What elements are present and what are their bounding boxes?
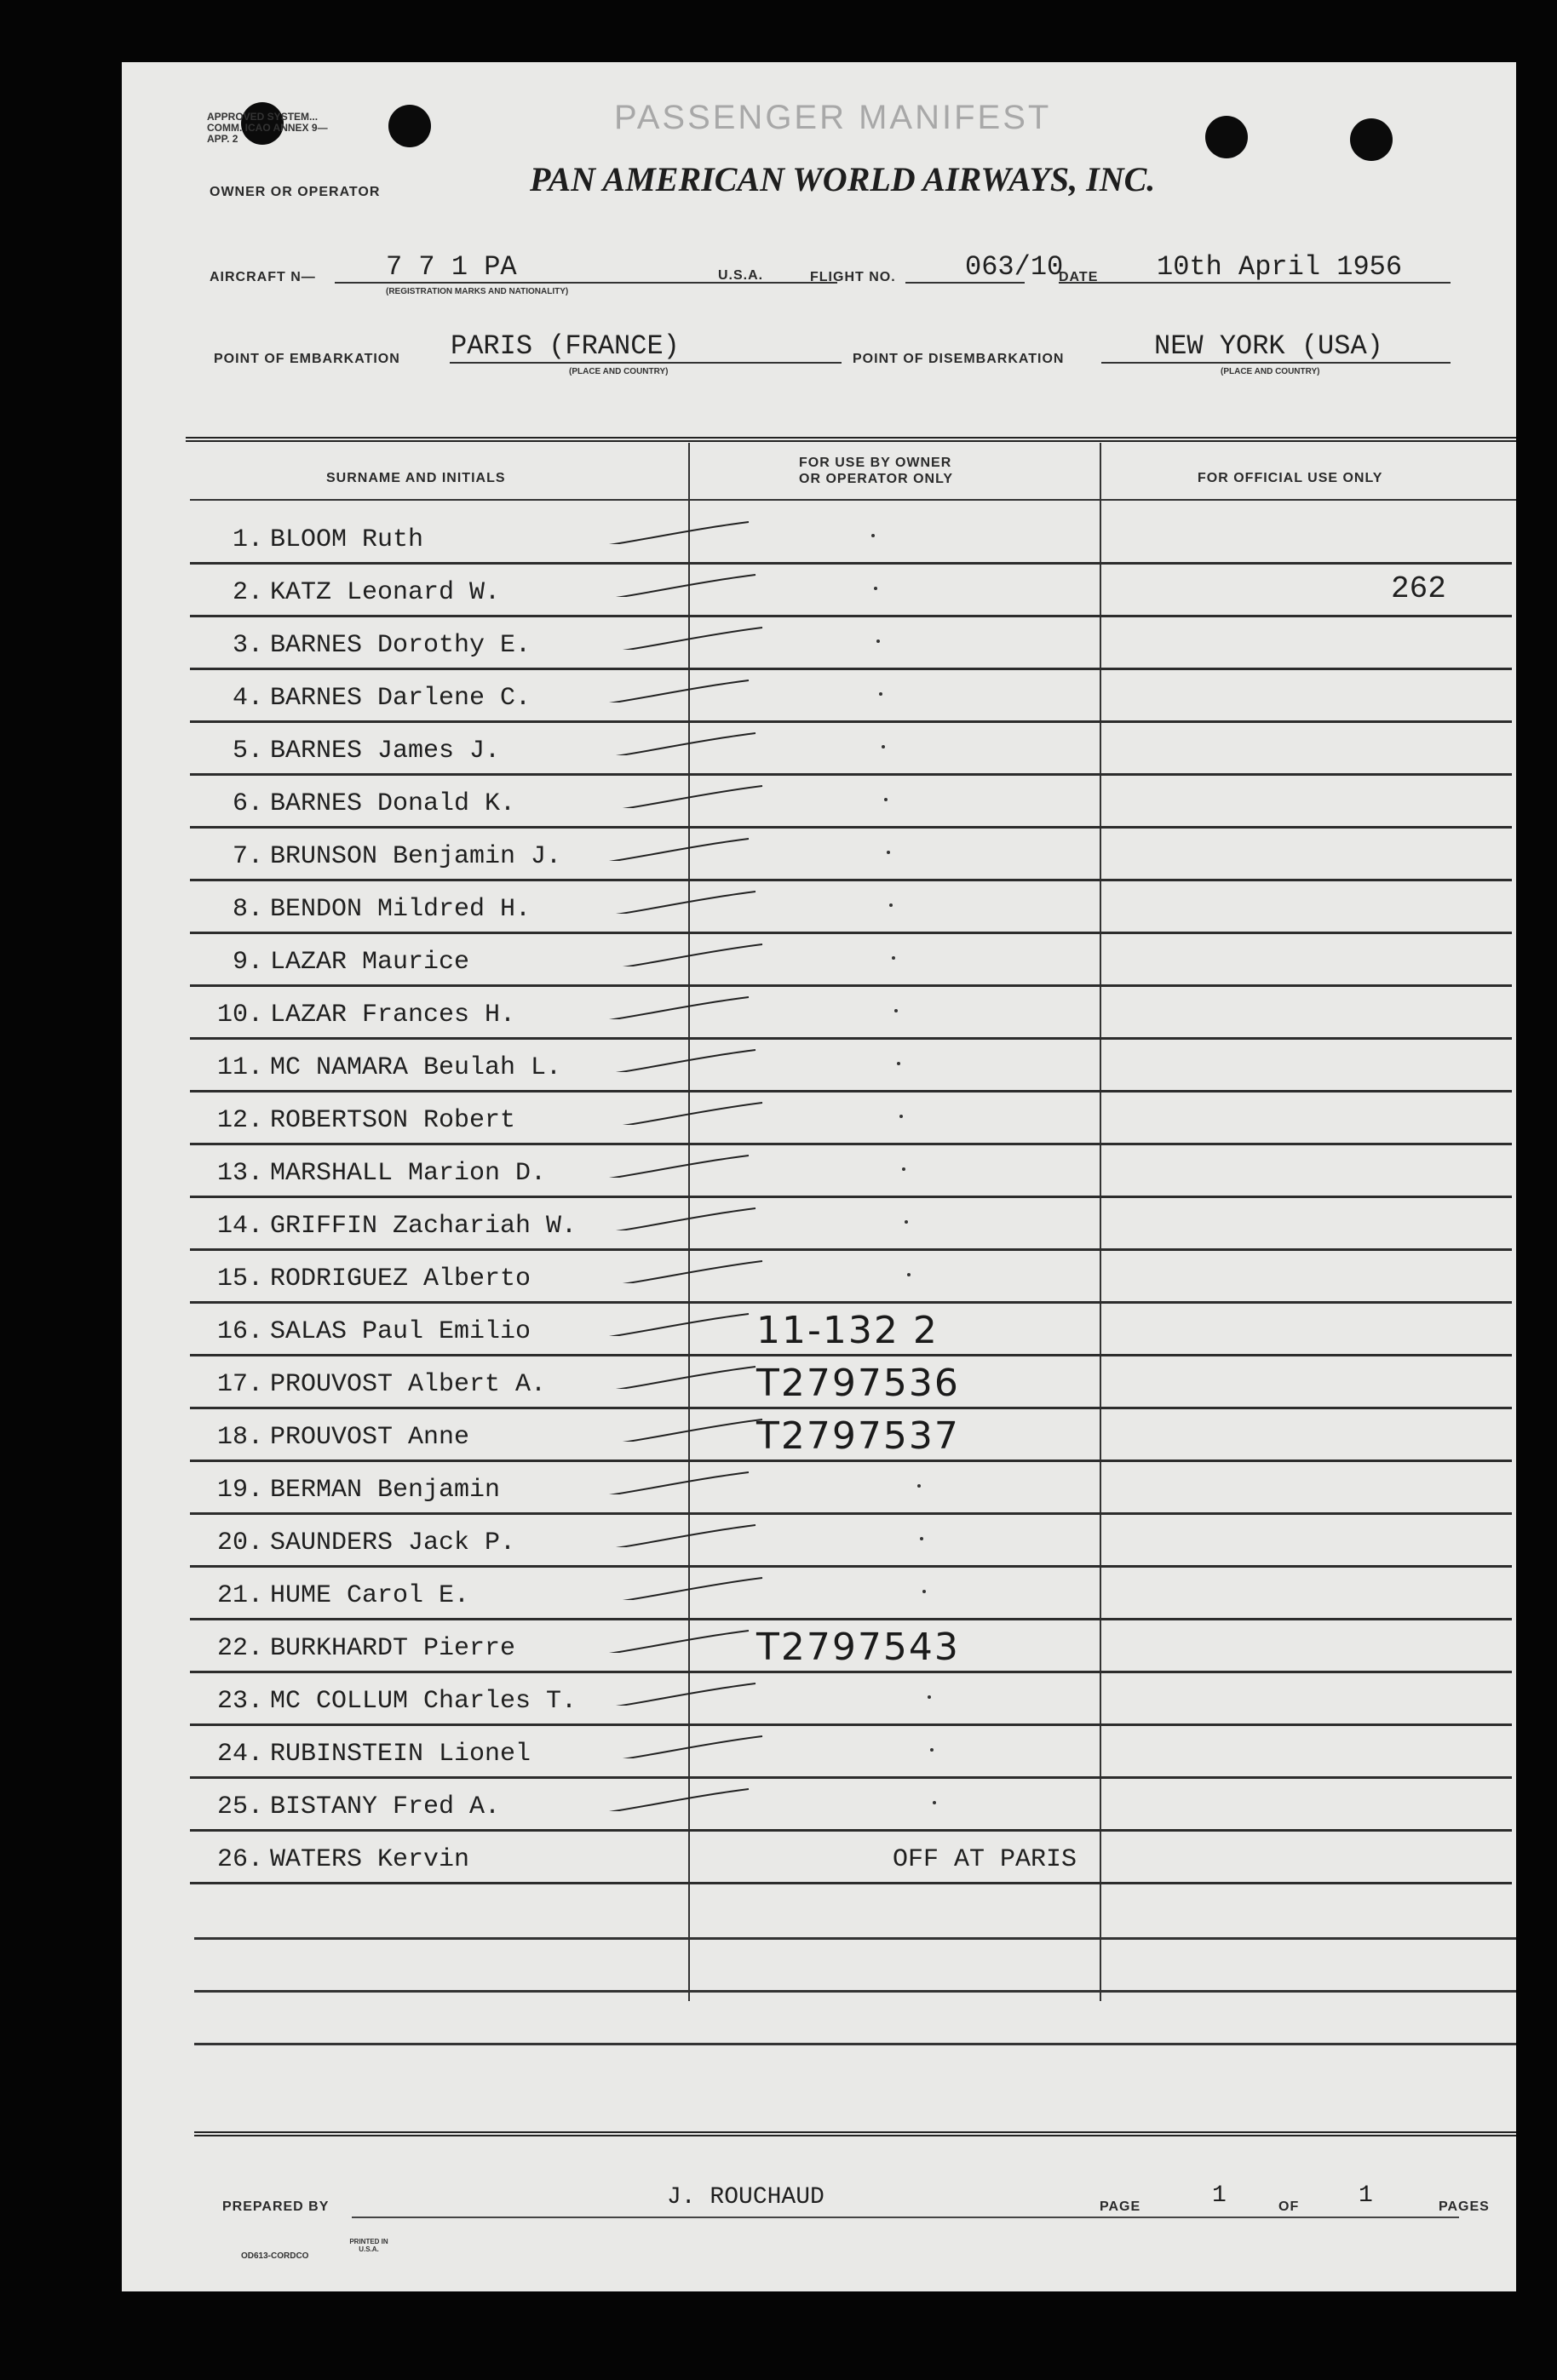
punch-hole <box>1205 116 1248 158</box>
pencil-dot <box>897 1062 900 1065</box>
passenger-name: BENDON Mildred H. <box>270 895 531 924</box>
row-number: 24. <box>216 1740 263 1769</box>
row-number: 26. <box>216 1845 263 1874</box>
col-surname: SURNAME AND INITIALS <box>326 471 506 485</box>
punch-hole <box>1350 118 1393 161</box>
flight-label: FLIGHT NO. <box>810 270 896 284</box>
pencil-dot <box>889 903 893 907</box>
registration-caption: (REGISTRATION MARKS AND NATIONALITY) <box>386 287 569 296</box>
check-mark-icon <box>597 730 759 755</box>
punch-hole <box>388 105 431 147</box>
row-number: 15. <box>216 1265 263 1293</box>
pencil-dot <box>892 956 895 960</box>
passenger-name: SALAS Paul Emilio <box>270 1317 531 1346</box>
table-row <box>190 670 1512 723</box>
table-row <box>190 881 1512 934</box>
blank-row-rule <box>194 1937 1516 1940</box>
page-title: PASSENGER MANIFEST <box>614 99 1052 136</box>
embark-caption: (PLACE AND COUNTRY) <box>569 367 669 376</box>
official-mark: 262 <box>1391 571 1446 606</box>
row-number: 3. <box>232 631 263 660</box>
of-label: OF <box>1278 2199 1300 2214</box>
pencil-dot <box>917 1484 921 1488</box>
operator-note: OFF AT PARIS <box>893 1845 1077 1874</box>
approval-stamp: APPROVED SYSTEM... COMM. ICAO ANNEX 9—APP. 2 <box>207 111 328 145</box>
check-mark-icon <box>604 1574 766 1600</box>
page-label: PAGE <box>1100 2199 1141 2214</box>
pencil-dot <box>882 745 885 748</box>
passenger-name: RUBINSTEIN Lionel <box>270 1740 531 1769</box>
table-row <box>190 512 1512 565</box>
table-row <box>190 1832 1512 1884</box>
table-row <box>190 1462 1512 1515</box>
ticket-number: T2797537 <box>756 1414 960 1458</box>
check-mark-icon <box>590 1152 752 1178</box>
passenger-name: LAZAR Maurice <box>270 948 470 977</box>
table-row <box>190 1620 1512 1673</box>
row-number: 18. <box>216 1423 263 1452</box>
form-code: OD613-CORDCO <box>241 2251 309 2261</box>
table-row <box>190 617 1512 670</box>
pencil-dot <box>884 798 888 801</box>
check-mark-icon <box>597 1047 759 1072</box>
check-mark-icon <box>597 888 759 914</box>
aircraft-value: 7 7 1 PA <box>386 251 517 283</box>
col-official: FOR OFFICIAL USE ONLY <box>1198 471 1383 485</box>
passenger-name: BERMAN Benjamin <box>270 1476 501 1505</box>
check-mark-icon <box>604 1733 766 1758</box>
flight-number: 063/10 <box>965 251 1064 283</box>
embark-label: POINT OF EMBARKATION <box>214 352 400 366</box>
pencil-dot <box>933 1801 936 1804</box>
ticket-number: 11-132 2 <box>756 1309 939 1352</box>
pencil-dot <box>876 639 880 643</box>
row-number: 1. <box>232 525 263 554</box>
row-number: 12. <box>216 1106 263 1135</box>
passenger-name: BARNES Darlene C. <box>270 684 531 713</box>
blank-row-rule <box>194 1990 1516 1993</box>
table-row <box>190 1726 1512 1779</box>
table-row <box>190 723 1512 776</box>
check-mark-icon <box>597 571 759 597</box>
row-number: 7. <box>232 842 263 871</box>
table-row <box>190 1304 1512 1356</box>
passenger-name: ROBERTSON Robert <box>270 1106 516 1135</box>
row-number: 25. <box>216 1792 263 1821</box>
pencil-dot <box>920 1537 923 1540</box>
check-mark-icon <box>604 783 766 808</box>
col-owner-use-2: OR OPERATOR ONLY <box>799 472 954 486</box>
passenger-name: MC NAMARA Beulah L. <box>270 1053 562 1082</box>
table-row <box>190 1673 1512 1726</box>
row-number: 20. <box>216 1528 263 1557</box>
table-row <box>190 1251 1512 1304</box>
passenger-name: HUME Carol E. <box>270 1581 470 1610</box>
check-mark-icon <box>604 1099 766 1125</box>
row-number: 13. <box>216 1159 263 1188</box>
row-number: 10. <box>216 1001 263 1029</box>
pencil-dot <box>894 1009 898 1012</box>
check-mark-icon <box>604 1416 766 1442</box>
passenger-name: BARNES James J. <box>270 737 501 766</box>
row-number: 16. <box>216 1317 263 1346</box>
row-number: 19. <box>216 1476 263 1505</box>
table-row <box>190 1093 1512 1145</box>
passenger-name: LAZAR Frances H. <box>270 1001 516 1029</box>
check-mark-icon <box>590 994 752 1019</box>
pencil-dot <box>871 534 875 537</box>
row-number: 11. <box>216 1053 263 1082</box>
passenger-name: BISTANY Fred A. <box>270 1792 501 1821</box>
page-number: 1 <box>1212 2182 1227 2209</box>
passenger-name: BRUNSON Benjamin J. <box>270 842 562 871</box>
table-row <box>190 829 1512 881</box>
table-row <box>190 1145 1512 1198</box>
pencil-dot <box>907 1273 911 1276</box>
passenger-name: RODRIGUEZ Alberto <box>270 1265 531 1293</box>
pencil-dot <box>905 1220 908 1224</box>
disembark-label: POINT OF DISEMBARKATION <box>853 352 1065 366</box>
passenger-name: MC COLLUM Charles T. <box>270 1687 577 1716</box>
check-mark-icon <box>590 1627 752 1653</box>
check-mark-icon <box>597 1680 759 1706</box>
row-number: 22. <box>216 1634 263 1663</box>
manifest-page <box>122 62 1516 2291</box>
check-mark-icon <box>597 1205 759 1230</box>
passenger-name: BARNES Donald K. <box>270 789 516 818</box>
row-number: 5. <box>232 737 263 766</box>
col-owner-use-1: FOR USE BY OWNER <box>799 456 952 470</box>
pencil-dot <box>879 692 882 696</box>
table-row <box>190 1409 1512 1462</box>
check-mark-icon <box>590 835 752 861</box>
passenger-name: KATZ Leonard W. <box>270 578 501 607</box>
row-rule <box>190 1882 1512 1884</box>
flight-date: 10th April 1956 <box>1157 251 1403 283</box>
table-row <box>190 565 1512 617</box>
row-number: 4. <box>232 684 263 713</box>
pencil-dot <box>887 851 890 854</box>
table-row <box>190 1040 1512 1093</box>
row-number: 23. <box>216 1687 263 1716</box>
passenger-name: BARNES Dorothy E. <box>270 631 531 660</box>
pages-label: PAGES <box>1439 2199 1490 2214</box>
disembark-caption: (PLACE AND COUNTRY) <box>1221 367 1320 376</box>
row-number: 21. <box>216 1581 263 1610</box>
check-mark-icon <box>604 941 766 966</box>
pencil-dot <box>922 1590 926 1593</box>
table-row <box>190 987 1512 1040</box>
row-number: 2. <box>232 578 263 607</box>
table-row <box>190 1779 1512 1832</box>
printed-mark: PRINTED IN U.S.A. <box>349 2238 388 2253</box>
pencil-dot <box>902 1167 905 1171</box>
table-row <box>190 1515 1512 1568</box>
row-number: 14. <box>216 1212 263 1241</box>
row-number: 8. <box>232 895 263 924</box>
table-row <box>190 1198 1512 1251</box>
page-total: 1 <box>1359 2182 1373 2209</box>
pencil-dot <box>930 1748 934 1752</box>
row-number: 9. <box>232 948 263 977</box>
passenger-name: WATERS Kervin <box>270 1845 470 1874</box>
check-mark-icon <box>597 1363 759 1389</box>
passenger-name: PROUVOST Anne <box>270 1423 470 1452</box>
row-number: 17. <box>216 1370 263 1399</box>
pencil-dot <box>928 1695 931 1699</box>
check-mark-icon <box>604 624 766 650</box>
embark-value: PARIS (FRANCE) <box>451 330 680 362</box>
check-mark-icon <box>590 1786 752 1811</box>
check-mark-icon <box>597 1522 759 1547</box>
usa-label: U.S.A. <box>718 268 764 283</box>
aircraft-label: AIRCRAFT N— <box>210 270 316 284</box>
check-mark-icon <box>590 1310 752 1336</box>
blank-row-rule <box>194 2043 1516 2045</box>
passenger-name: SAUNDERS Jack P. <box>270 1528 516 1557</box>
check-mark-icon <box>604 1258 766 1283</box>
date-label: DATE <box>1059 270 1099 284</box>
check-mark-icon <box>590 1469 752 1494</box>
table-row <box>190 934 1512 987</box>
passenger-name: BURKHARDT Pierre <box>270 1634 516 1663</box>
table-row <box>190 1356 1512 1409</box>
prepared-by: J. ROUCHAUD <box>667 2184 824 2211</box>
pencil-dot <box>874 587 877 590</box>
check-mark-icon <box>590 519 752 544</box>
disembark-value: NEW YORK (USA) <box>1154 330 1383 362</box>
ticket-number: T2797536 <box>756 1362 960 1405</box>
pencil-dot <box>899 1115 903 1118</box>
check-mark-icon <box>590 677 752 703</box>
passenger-name: PROUVOST Albert A. <box>270 1370 547 1399</box>
owner-label: OWNER OR OPERATOR <box>210 185 381 199</box>
table-row <box>190 1568 1512 1620</box>
ticket-number: T2797543 <box>756 1626 960 1669</box>
passenger-name: GRIFFIN Zachariah W. <box>270 1212 577 1241</box>
passenger-name: MARSHALL Marion D. <box>270 1159 547 1188</box>
operator-name: PAN AMERICAN WORLD AIRWAYS, INC. <box>530 160 1156 198</box>
table-row <box>190 776 1512 829</box>
prepared-label: PREPARED BY <box>222 2199 330 2214</box>
passenger-name: BLOOM Ruth <box>270 525 424 554</box>
row-number: 6. <box>232 789 263 818</box>
